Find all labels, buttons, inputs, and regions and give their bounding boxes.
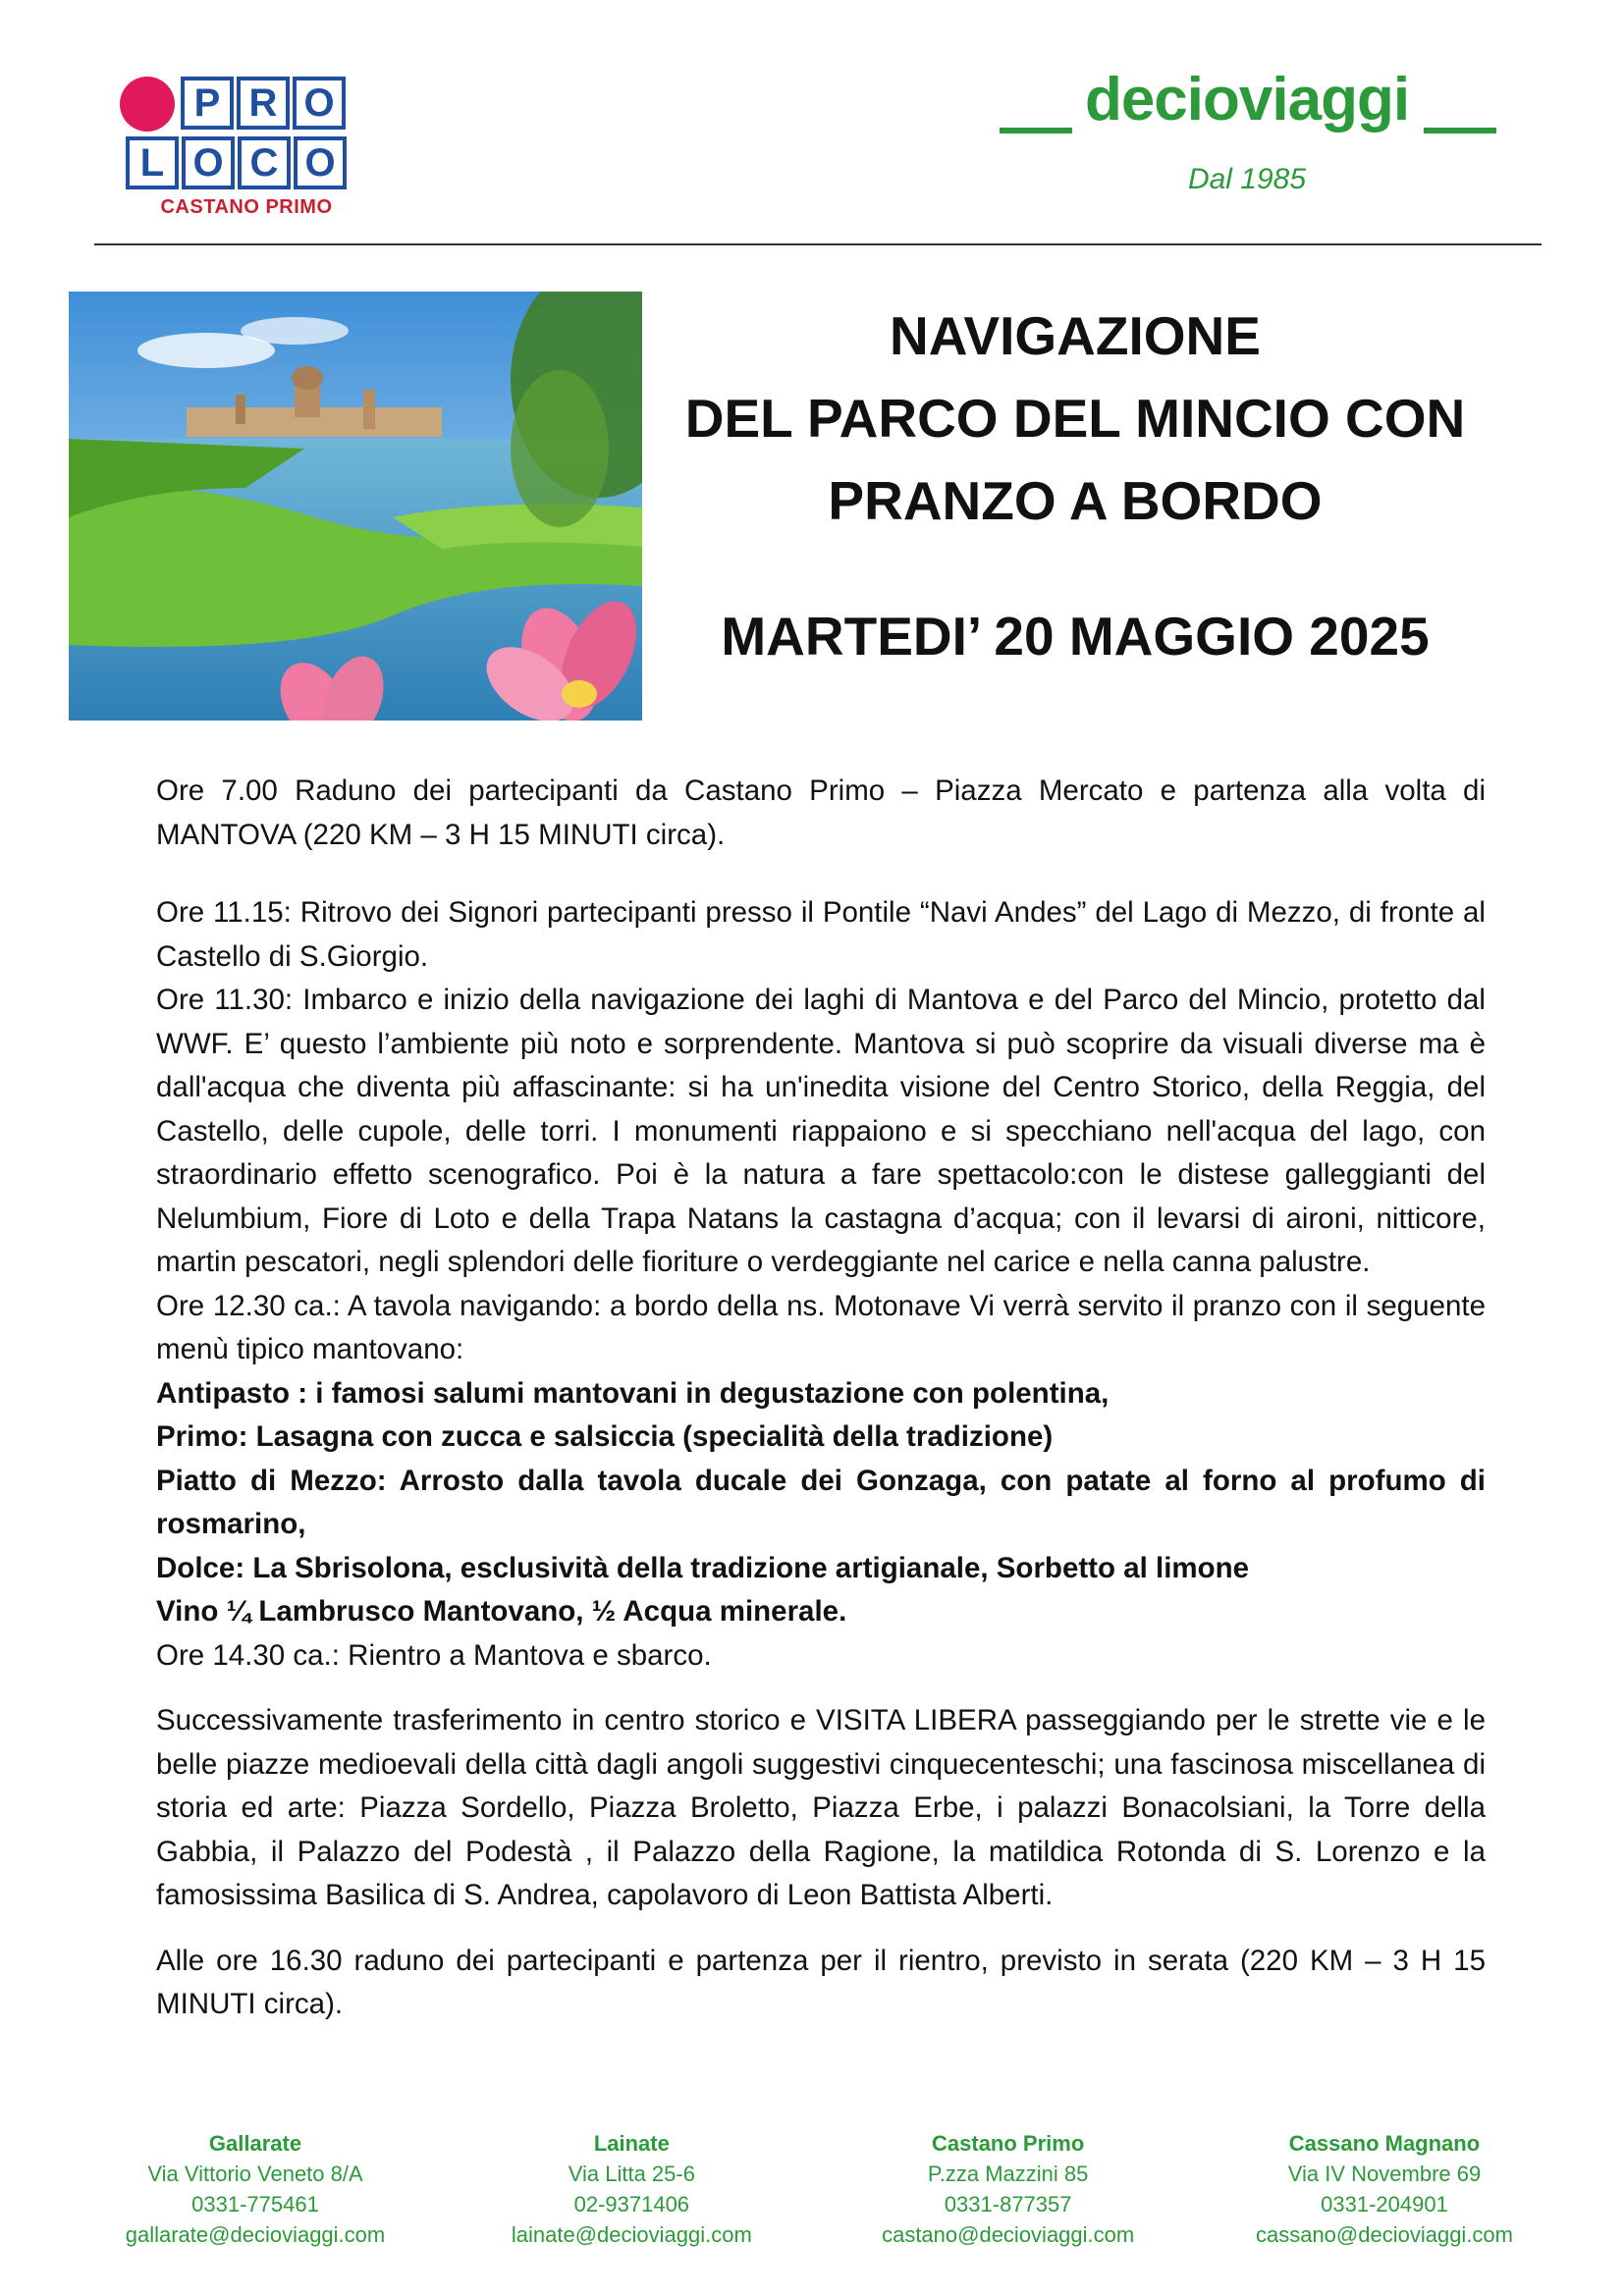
office-cassano-magnano [1218,2128,1551,2250]
decio-line-right [1424,128,1496,133]
proloco-logo-row1 [120,77,349,132]
office-email[interactable]: castano@decioviaggi.com [882,2222,1135,2247]
paragraph-visit: Successivamente trasferimento in centro storico e VISITA LIBERA passeggiando per le strette vie e le belle piazze medioevali della città dagli angoli suggestivi cinquecenteschi; una fascinosa miscellanea di storia ed arte: Piazza Sordello, Piazza Broletto, Piazza Erbe, i palazzi Bonacolsiani, la Torre della Gabbia, il Palazzo del Podestà , il Palazzo della Ragione, la matildica Rotonda di S. Lorenzo e la famosissima Basilica di S. Andrea, capolavoro di Leon Battista Alberti. [156,1704,1486,1911]
paragraph-meeting: Ore 11.15: Ritrovo dei Signori partecipanti presso il Pontile “Navi Andes” del Lago di Mezzo, di fronte al Castello di S.Giorgio. [156,896,1486,973]
office-city: Cassano Magnano [1288,2131,1481,2156]
proloco-logo [120,77,373,222]
title-line: NAVIGAZIONE [890,305,1261,366]
menu-item: Primo: Lasagna con zucca e salsiccia (specialità della tradizione) [156,1420,1054,1453]
proloco-letter: L [126,136,179,189]
menu-item: Dolce: La Sbrisolona, esclusività della tradizione artigianale, Sorbetto al limone [156,1551,1250,1584]
menu-item: Vino ¼ Lambrusco Mantovano, ½ Acqua minerale. [156,1595,847,1628]
event-title [648,294,1502,667]
decioviaggi-wordmark: decioviaggi [1084,66,1410,133]
office-city: Lainate [593,2131,670,2156]
office-address: Via IV Novembre 69 [1287,2162,1482,2186]
proloco-letter: O [182,136,235,189]
paragraph-departure: Ore 7.00 Raduno dei partecipanti da Castano Primo – Piazza Mercato e partenza alla volta di MANTOVA (220 KM – 3 H 15 MINUTI circa). [156,774,1486,851]
paragraph-return: Alle ore 16.30 raduno dei partecipanti e partenza per il rientro, previsto in serata (220 KM – 3 H 15 MINUTI circa). [156,1944,1486,2020]
title-line: PRANZO A BORDO [828,470,1323,531]
office-phone: 0331-775461 [191,2192,319,2216]
paragraph-lunch: Ore 12.30 ca.: A tavola navigando: a bordo della ns. Motonave Vi verrà servito il pranzo con il seguente menù tipico mantovano: [156,1289,1486,1365]
office-lainate [464,2128,798,2250]
header-divider [94,243,1542,245]
office-email[interactable]: lainate@decioviaggi.com [511,2222,752,2247]
office-gallarate [88,2128,422,2250]
lake-photo [69,292,642,721]
paragraph-return-mantova: Ore 14.30 ca.: Rientro a Mantova e sbarco. [156,1638,712,1672]
proloco-letter: C [238,136,291,189]
office-address: Via Litta 25-6 [568,2162,695,2186]
footer-offices [88,2128,1551,2250]
decioviaggi-since: Dal 1985 [1187,163,1307,195]
paragraph-boarding: Ore 11.30: Imbarco e inizio della navigazione dei laghi di Mantova e del Parco del Mincio, protetto dal WWF. E’ questo l’ambiente più noto e sorprendente. Mantova si può scoprire da visuali diverse ma è dall'acqua che diventa più affascinante: si ha un'inedita visione del Centro Storico, della Reggia, del Castello, delle cupole, delle torri. I monumenti riappaiono e si specchiano nell'acqua del lago, con straordinario effetto scenografico. Poi è la natura a fare spettacolo:con le distese galleggianti del Nelumbium, Fiore di Loto e della Trapa Natans la castagna d’acqua; con il levarsi di aironi, nitticore, martin pescatori, negli splendori delle fioriture o verdeggiante nel carice e nella canna palustre. [156,984,1486,1278]
office-email[interactable]: gallarate@decioviaggi.com [125,2222,386,2247]
office-address: P.zza Mazzini 85 [927,2162,1089,2186]
office-city: Gallarate [208,2131,302,2156]
office-castano-primo [841,2128,1175,2250]
proloco-letter: O [293,77,346,130]
event-date: MARTEDI’ 20 MAGGIO 2025 [721,606,1430,667]
office-phone: 02-9371406 [573,2192,690,2216]
menu-item: Piatto di Mezzo: Arrosto dalla tavola ducale dei Gonzaga, con patate al forno al profumo di rosmarino, [156,1464,1486,1540]
proloco-dot [120,77,175,132]
office-phone: 0331-204901 [1321,2192,1448,2216]
lake-photo-illustration [69,292,642,721]
proloco-logo-row2 [126,136,350,189]
office-phone: 0331-877357 [944,2192,1072,2216]
menu-item: Antipasto : i famosi salumi mantovani in degustazione con polentina, [156,1376,1110,1410]
proloco-caption: CASTANO PRIMO [160,196,333,218]
itinerary-body [156,770,1486,2027]
title-line: DEL PARCO DEL MINCIO CON [684,388,1466,449]
proloco-letter: P [181,77,234,130]
office-address: Via Vittorio Veneto 8/A [147,2162,363,2186]
office-city: Castano Primo [932,2131,1085,2156]
decioviaggi-logo [992,65,1502,212]
proloco-letter: R [237,77,290,130]
office-email[interactable]: cassano@decioviaggi.com [1255,2222,1513,2247]
proloco-letter: O [294,136,347,189]
